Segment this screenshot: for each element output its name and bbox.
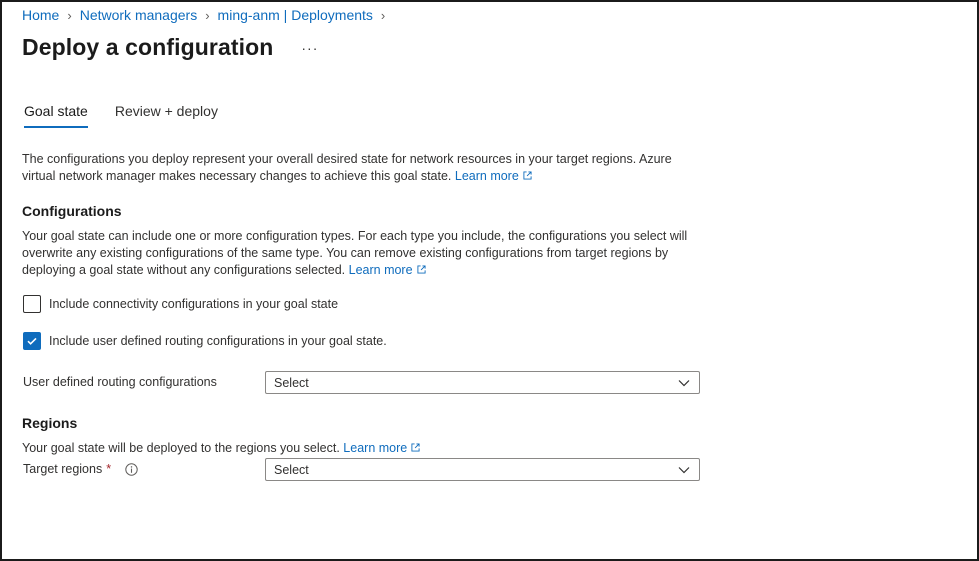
configurations-description: Your goal state can include one or more configuration types. For each type you include, the configurations you select will overwrite any existing configurations of the same type. You can remove existing configurations from target regions by deploying a goal state without any configurations selected. — [22, 229, 688, 277]
info-icon[interactable] — [125, 463, 138, 476]
routing-checkbox-row[interactable] — [23, 332, 387, 350]
connectivity-checkbox[interactable] — [23, 295, 41, 313]
intro-learn-more-label: Learn more — [454, 169, 519, 183]
routing-configurations-label: User defined routing configurations — [23, 375, 217, 389]
breadcrumb-deployments[interactable]: ming-anm | Deployments — [217, 7, 373, 23]
configurations-description-block — [22, 228, 712, 279]
tab-bar — [24, 103, 218, 126]
external-link-icon — [417, 265, 426, 274]
regions-heading: Regions — [22, 415, 78, 431]
tab-review-deploy[interactable]: Review + deploy — [114, 103, 218, 119]
regions-learn-more-link[interactable] — [343, 441, 420, 455]
checkmark-icon — [26, 335, 38, 347]
connectivity-checkbox-label: Include connectivity configurations in your goal state — [49, 297, 339, 311]
target-regions-label-row — [23, 462, 138, 476]
breadcrumb-home[interactable]: Home — [22, 7, 60, 23]
intro-description: The configurations you deploy represent your overall desired state for network resources in your target regions. Azure virtual network manager makes necessary changes to achieve this goal state. — [22, 152, 672, 183]
breadcrumb-network-managers[interactable]: Network managers — [79, 7, 198, 23]
breadcrumb — [22, 7, 387, 23]
tab-goal-state[interactable]: Goal state — [24, 103, 88, 126]
routing-configurations-value: Select — [274, 375, 309, 390]
configurations-heading: Configurations — [22, 203, 122, 219]
configurations-learn-more-link[interactable] — [349, 263, 426, 277]
configurations-learn-more-label: Learn more — [348, 263, 413, 277]
routing-checkbox-label: Include user defined routing configurations in your goal state. — [49, 334, 387, 348]
target-regions-dropdown[interactable] — [265, 458, 700, 481]
chevron-right-icon: › — [67, 7, 72, 23]
external-link-icon — [523, 171, 532, 180]
page-title: Deploy a configuration — [22, 34, 274, 60]
intro-text — [22, 151, 702, 185]
chevron-right-icon: › — [205, 7, 210, 23]
external-link-icon — [411, 443, 420, 452]
target-regions-value: Select — [274, 462, 309, 477]
routing-configurations-dropdown[interactable] — [265, 371, 700, 394]
chevron-down-icon — [678, 466, 690, 474]
required-marker: * — [106, 462, 112, 476]
target-regions-label: Target regions — [23, 462, 103, 476]
regions-description: Your goal state will be deployed to the regions you select. — [22, 441, 340, 455]
chevron-right-icon: › — [380, 7, 386, 23]
connectivity-checkbox-row[interactable] — [23, 295, 338, 313]
intro-learn-more-link[interactable] — [455, 169, 532, 183]
title-row — [22, 34, 322, 61]
chevron-down-icon — [678, 379, 690, 387]
routing-checkbox[interactable] — [23, 332, 41, 350]
more-options-button[interactable]: ··· — [301, 39, 319, 56]
regions-description-block — [22, 440, 712, 457]
regions-learn-more-label: Learn more — [343, 441, 408, 455]
